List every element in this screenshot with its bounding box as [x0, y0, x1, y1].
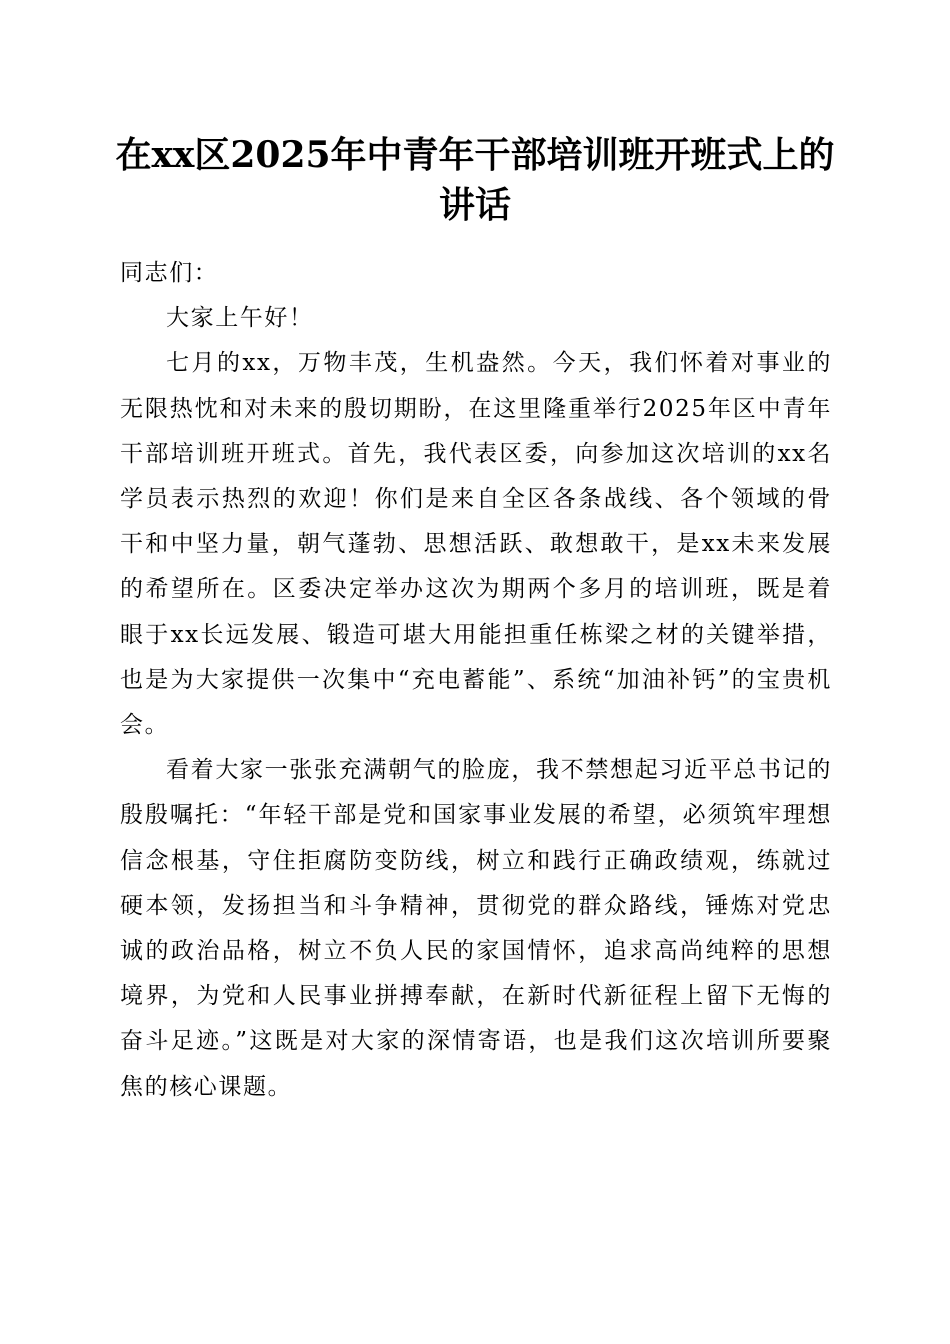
- document-title: 在xx区2025年中青年干部培训班开班式上的讲话: [115, 134, 835, 226]
- paragraph-instruction: 看着大家一张张充满朝气的脸庞，我不禁想起习近平总书记的殷殷嘱托：“年轻干部是党和国家事业发展的希望，必须筑牢理想信念根基，守住拒腐防变防线，树立和践行正确政绩观，练就过硬本领，发扬担当和斗争精神，贯彻党的群众路线，锤炼对党忠诚的政治品格，树立不负人民的家国情怀，追求高尚纯粹的思想境界，为党和人民事业拼搏奉献，在新时代新征程上留下无悔的奋斗足迹。”这既是对大家的深情寄语，也是我们这次培训所要聚焦的核心课题。: [120, 757, 832, 1100]
- paragraph-opening: 七月的xx，万物丰茂，生机盎然。今天，我们怀着对事业的无限热忱和对未来的殷切期盼，在这里隆重举行2025年区中青年干部培训班开班式。首先，我代表区委，向参加这次培训的xx名学员表示热烈的欢迎！你们是来自全区各条战线、各个领域的骨干和中坚力量，朝气蓬勃、思想活跃、敢想敢干，是xx未来发展的希望所在。区委决定举办这次为期两个多月的培训班，既是着眼于xx长远发展、锻造可堪大用能担重任栋梁之材的关键举措，也是为大家提供一次集中“充电蓄能”、系统“加油补钙”的宝贵机会。: [120, 350, 832, 739]
- salutation: 同志们：: [120, 260, 219, 286]
- document-body: [120, 251, 832, 1110]
- paragraph-greeting: 大家上午好！: [166, 305, 314, 332]
